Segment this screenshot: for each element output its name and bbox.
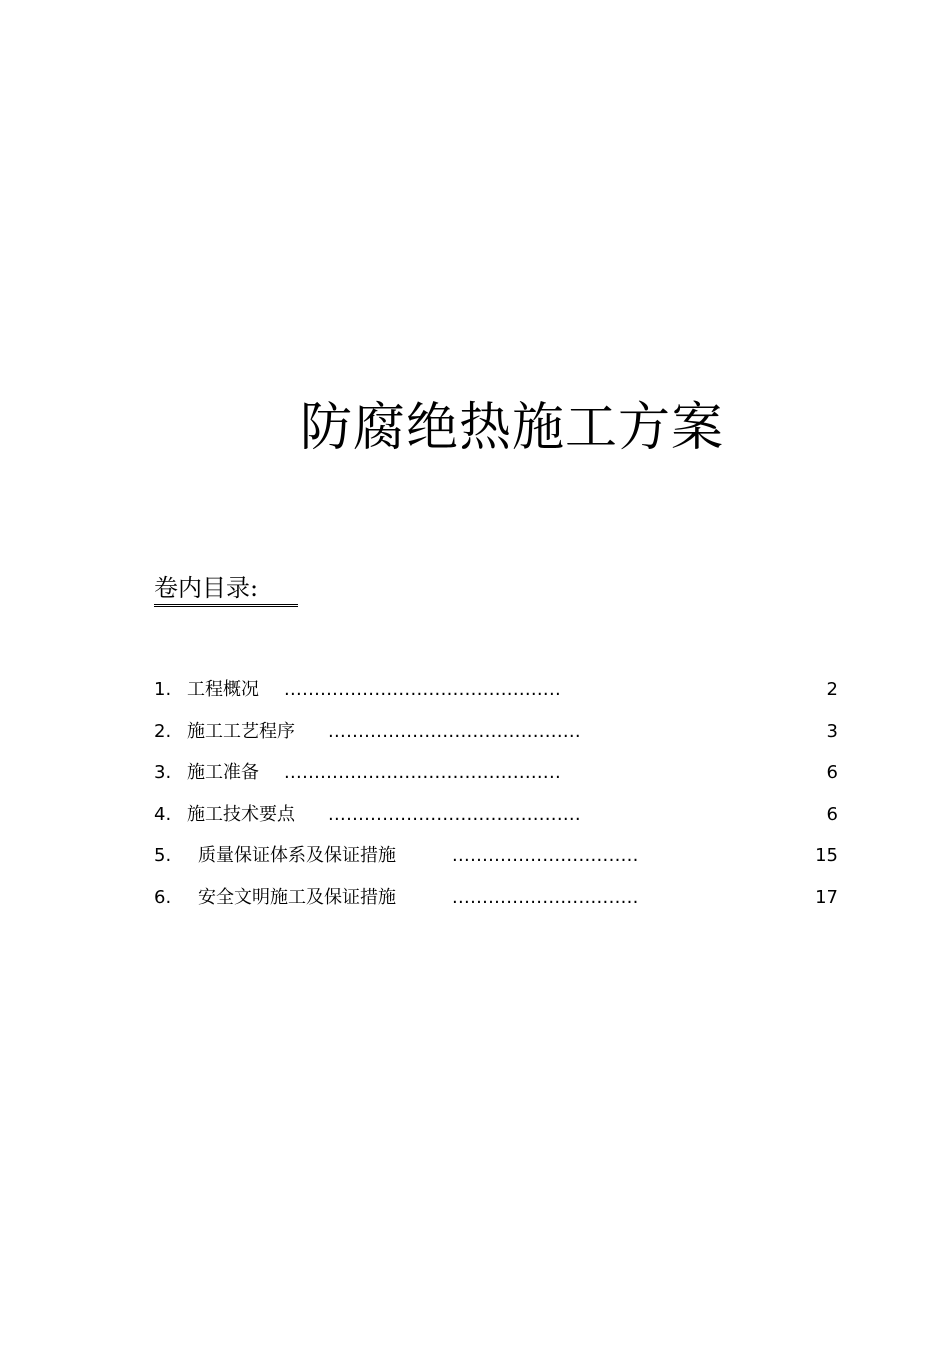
toc-entry-page: 15 (815, 845, 838, 866)
toc-entry-label: 质量保证体系及保证措施 (198, 845, 396, 866)
toc-leader-dots: .............................................. (284, 679, 561, 700)
toc-entry-label: 施工准备 (187, 762, 259, 783)
toc-leader-dots: ............................... (452, 886, 639, 908)
toc-entry-number: 1. (154, 679, 172, 700)
toc-leader-dots: .......................................... (328, 720, 581, 742)
toc-entry-label: 施工工艺程序 (187, 720, 295, 742)
toc-entry-6[interactable] (154, 884, 838, 926)
toc-entry-number: 5. (154, 845, 172, 866)
toc-entry-page: 3 (826, 720, 838, 742)
toc-entry-label: 工程概况 (187, 679, 259, 700)
toc-entry-3[interactable] (154, 759, 838, 801)
toc-entry-number: 3. (154, 762, 172, 783)
toc-heading: 卷内目录: (154, 573, 298, 607)
toc-entry-page: 2 (826, 679, 838, 700)
toc-entry-label: 安全文明施工及保证措施 (198, 886, 396, 908)
toc-leader-dots: .......................................... (328, 803, 581, 825)
document-title: 防腐绝热施工方案 (300, 398, 725, 458)
table-of-contents (154, 676, 838, 925)
toc-entry-2[interactable] (154, 718, 838, 760)
toc-leader-dots: ............................... (452, 845, 639, 866)
toc-entry-page: 6 (826, 762, 838, 783)
toc-entry-page: 17 (815, 886, 838, 908)
toc-entry-page: 6 (826, 803, 838, 825)
toc-leader-dots: .............................................. (284, 762, 561, 783)
toc-entry-4[interactable] (154, 801, 838, 843)
toc-entry-1[interactable] (154, 676, 838, 718)
toc-entry-number: 4. (154, 803, 172, 825)
toc-entry-number: 6. (154, 886, 172, 908)
toc-entry-number: 2. (154, 720, 172, 742)
toc-entry-label: 施工技术要点 (187, 803, 295, 825)
toc-entry-5[interactable] (154, 842, 838, 884)
